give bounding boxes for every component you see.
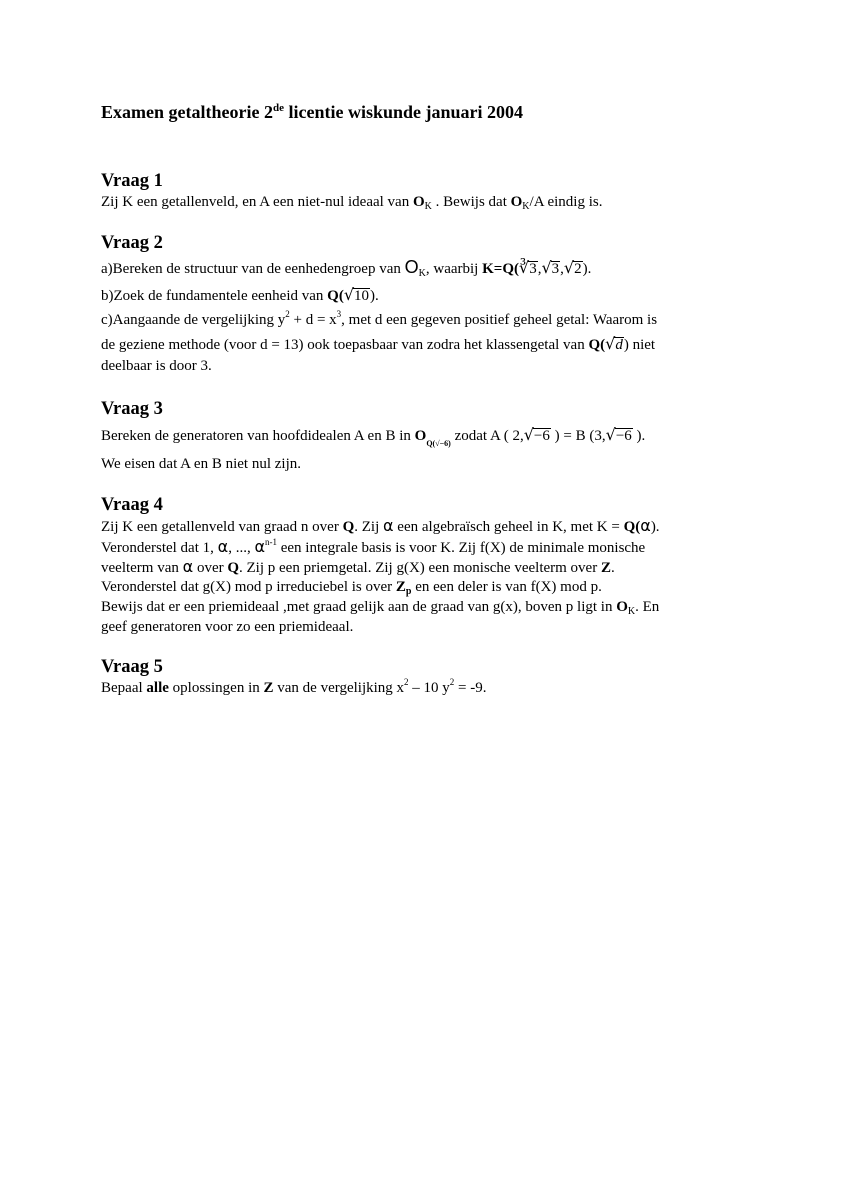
question-4-line-2: Veronderstel dat 1, α, ..., $\alpha^{n-1}$ een integrale basis is voor K. Zij f(X) de minimale monische	[101, 537, 646, 556]
question-2c-line-3: deelbaar is door 3.	[101, 358, 212, 374]
question-2-heading: Vraag 2	[101, 233, 163, 253]
question-4-line-4: Veronderstel dat g(X) mod p irreduciebel is over $Z_p$ en een deler is van f(X) mod p.	[101, 579, 602, 597]
question-2c-line-2: de geziene methode (voor d = 13) ook toepasbaar van zodra het klassengetal van Q(√d) niet	[101, 334, 656, 353]
question-3-line-1: Bereken de generatoren van hoofdidealen A en B in $O_{Q(√-6)}$ zodat A ( 2,√−6 ) = B (3,√−6 ).	[101, 425, 646, 448]
question-3-heading: Vraag 3	[101, 399, 163, 419]
question-4-line-3: veelterm van α over Q. Zij p een priemgetal. Zij g(X) een monische veelterm over Z.	[101, 557, 615, 576]
question-4-line-6: geef generatoren voor zo een priemideaal.	[101, 619, 354, 635]
question-4-line-1: Zij K een getallenveld van graad n over Q. Zij α een algebraïsch geheel in K, met K = Q(α).	[101, 516, 660, 535]
question-1-heading: Vraag 1	[101, 171, 163, 191]
question-2a-text: a)Bereken de structuur van de eenhedengroep van $O_K$, waarbij K=Q(∛3,√3,√2).	[101, 257, 592, 279]
question-5-heading: Vraag 5	[101, 657, 163, 677]
question-5-text: Bepaal alle oplossingen in Z van de vergelijking $x^2 - 10$ $y^2 = -9$.	[101, 677, 487, 696]
question-4-line-5: Bewijs dat er een priemideaal ,met graad gelijk aan de graad van g(x), boven p ligt in $O_K$. En	[101, 599, 660, 617]
question-1-text: Zij K een getallenveld, en A een niet-nul ideaal van $O_K$ . Bewijs dat $O_K/A$ eindig is.	[101, 194, 603, 212]
question-3-line-2: We eisen dat A en B niet nul zijn.	[101, 456, 302, 472]
question-2c-line-1: c)Aangaande de vergelijking $y^2 + d = x^3$, met d een gegeven positief geheel getal: Waarom is	[101, 309, 658, 328]
question-4-heading: Vraag 4	[101, 495, 163, 515]
question-2b-text: b)Zoek de fundamentele eenheid van Q(√10).	[101, 285, 379, 304]
page-title: Examen getaltheorie 2de licentie wiskunde januari 2004	[101, 102, 523, 122]
